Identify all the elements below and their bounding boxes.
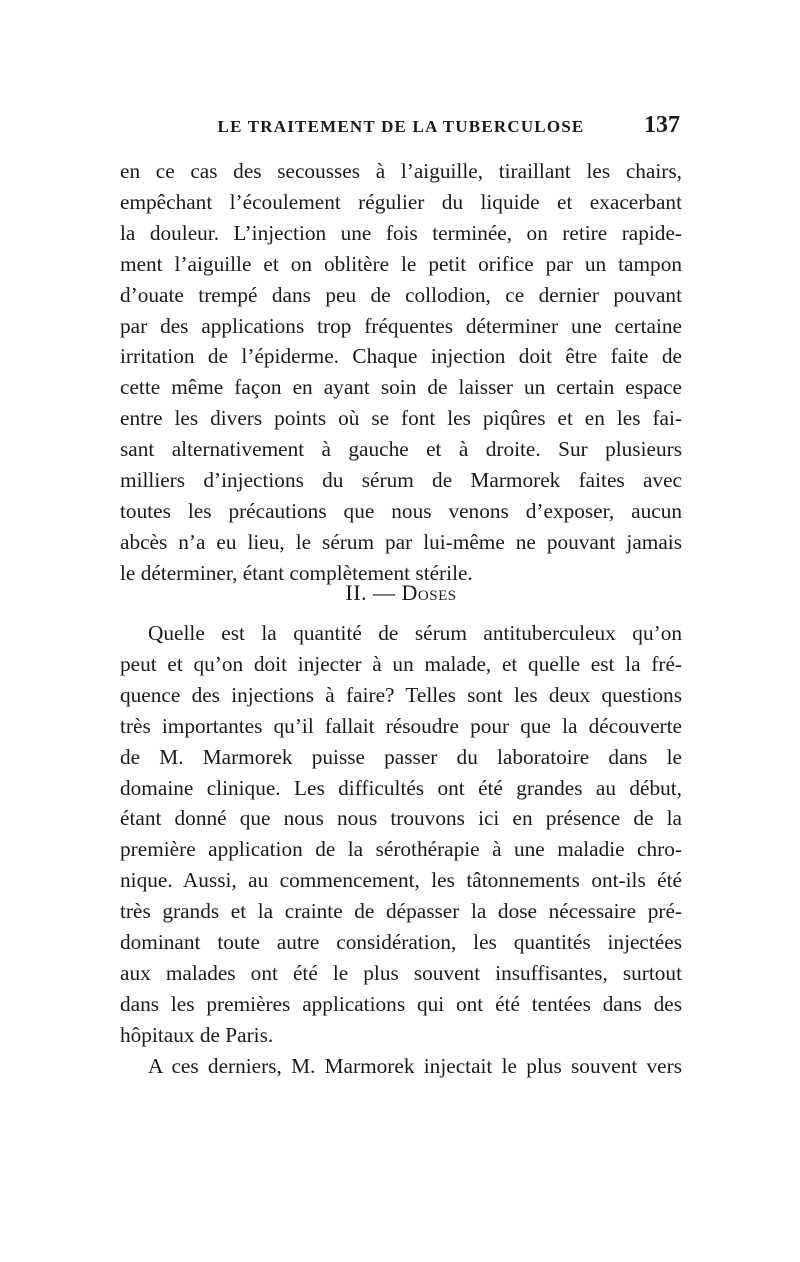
text-line: domaine clinique. Les difficultés ont été grandes au début, xyxy=(120,775,682,800)
text-line: empêchant l’écoulement régulier du liquide et exacerbant xyxy=(120,189,682,214)
text-line: par des applications trop fréquentes déterminer une certaine xyxy=(120,313,682,338)
text-line: très importantes qu’il fallait résoudre pour que la découverte xyxy=(120,713,682,738)
page-number: 137 xyxy=(644,112,680,138)
running-title: LE TRAITEMENT DE LA TUBERCULOSE xyxy=(217,117,585,136)
text-line: en ce cas des secousses à l’aiguille, tiraillant les chairs, xyxy=(120,159,682,183)
text-line: dominant toute autre considération, les quantités injectées xyxy=(120,930,682,955)
text-line: toutes les précautions que nous venons d’exposer, aucun xyxy=(120,498,682,523)
section-title: Doses xyxy=(401,580,457,605)
text-line: A ces derniers, M. Marmorek injectait le plus souvent vers xyxy=(148,1053,682,1078)
paragraph-1 xyxy=(120,156,682,589)
text-line: nique. Aussi, au commencement, les tâtonnements ont-ils été xyxy=(120,868,682,893)
text-line: le déterminer, étant complètement stérile. xyxy=(120,560,473,585)
text-line: première application de la sérothérapie à une maladie chro- xyxy=(120,837,682,862)
text-line: abcès n’a eu lieu, le sérum par lui-même ne pouvant jamais xyxy=(120,529,682,554)
text-line: sant alternativement à gauche et à droite. Sur plusieurs xyxy=(120,437,682,462)
text-line: de M. Marmorek puisse passer du laboratoire dans le xyxy=(120,744,682,769)
text-line: cette même façon en ayant soin de laisser un certain espace xyxy=(120,375,682,400)
text-line: la douleur. L’injection une fois terminée, on retire rapide- xyxy=(120,220,682,245)
section-heading xyxy=(120,580,682,606)
text-line: ment l’aiguille et on oblitère le petit orifice par un tampon xyxy=(120,251,682,276)
running-head xyxy=(120,112,682,146)
section-numeral: II. — xyxy=(345,580,396,605)
text-line: quence des injections à faire? Telles sont les deux questions xyxy=(120,682,682,707)
text-line: d’ouate trempé dans peu de collodion, ce dernier pouvant xyxy=(120,282,682,307)
text-line: dans les premières applications qui ont été tentées dans des xyxy=(120,991,682,1016)
text-line: hôpitaux de Paris. xyxy=(120,1022,274,1047)
text-line: irritation de l’épiderme. Chaque injection doit être faite de xyxy=(120,344,682,369)
text-line: Quelle est la quantité de sérum antituberculeux qu’on xyxy=(148,621,682,645)
text-line: milliers d’injections du sérum de Marmorek faites avec xyxy=(120,468,682,493)
text-line: étant donné que nous nous trouvons ici en présence de la xyxy=(120,806,682,831)
text-line: aux malades ont été le plus souvent insuffisantes, surtout xyxy=(120,960,682,985)
paragraph-2 xyxy=(120,618,682,1082)
text-line: entre les divers points où se font les piqûres et en les fai- xyxy=(120,406,682,431)
text-line: peut et qu’on doit injecter à un malade, et quelle est la fré- xyxy=(120,651,682,676)
text-line: très grands et la crainte de dépasser la dose nécessaire pré- xyxy=(120,899,682,924)
